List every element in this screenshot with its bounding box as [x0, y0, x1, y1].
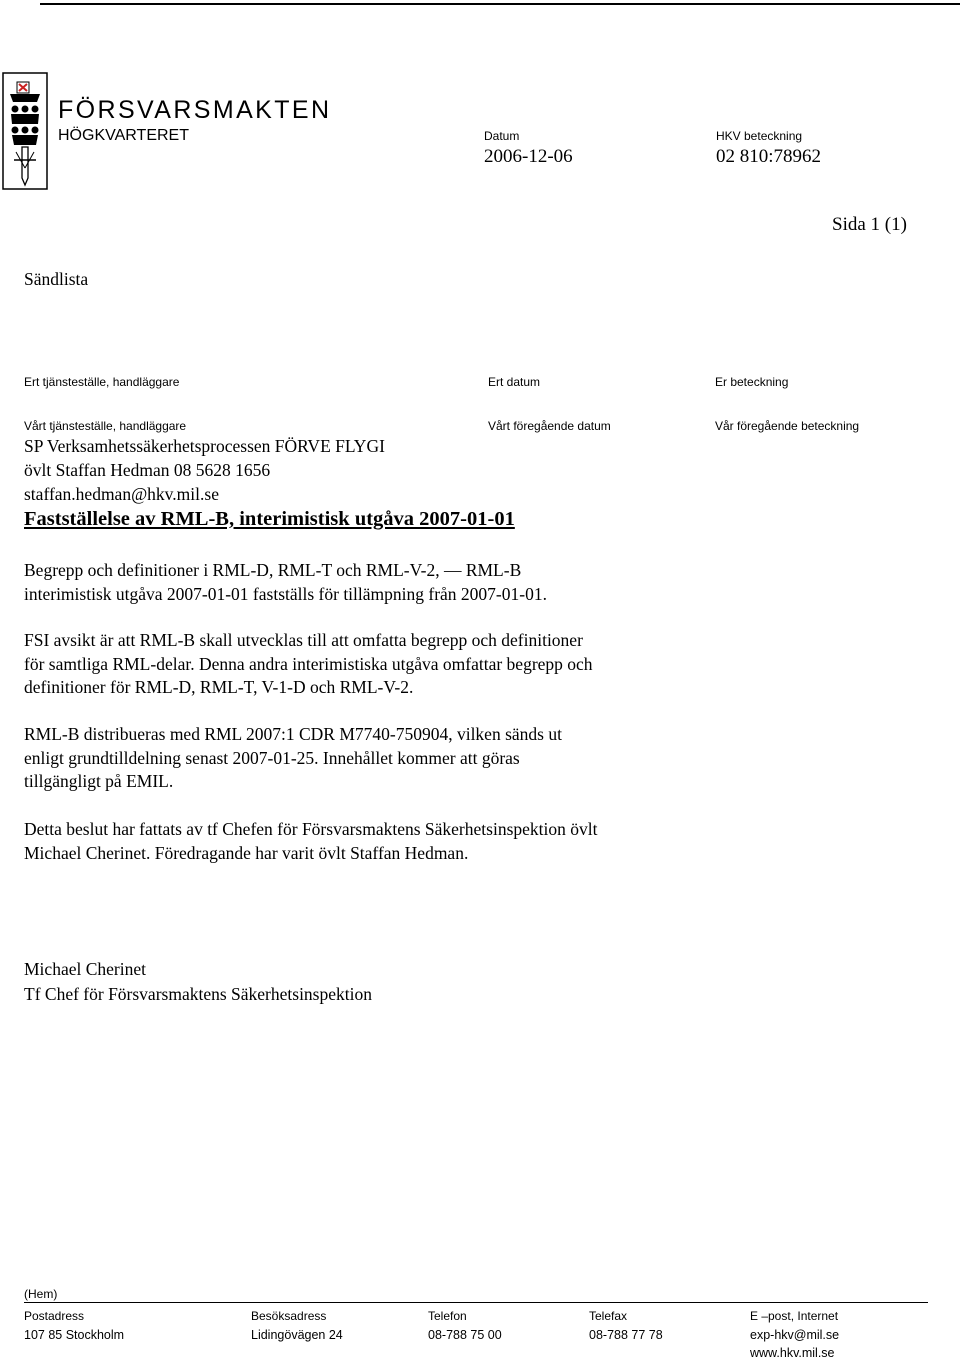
- footer-phone-label: Telefon: [428, 1309, 467, 1323]
- footer-visit-value: Lidingövägen 24: [251, 1328, 343, 1342]
- recipient: Sändlista: [24, 269, 89, 289]
- sender-line-2: övlt Staffan Hedman 08 5628 1656: [24, 460, 271, 480]
- sender-email: staffan.hedman@hkv.mil.se: [24, 484, 219, 504]
- your-office-label: Ert tjänsteställe, handläggare: [24, 375, 180, 389]
- organization-unit: HÖGKVARTERET: [58, 127, 189, 144]
- our-office-label: Vårt tjänsteställe, handläggare: [24, 419, 187, 433]
- organization-name: FÖRSVARSMAKTEN: [58, 96, 332, 124]
- footer-fax-value: 08-788 77 78: [589, 1328, 663, 1342]
- footer-hem-label: (Hem): [24, 1287, 58, 1301]
- footer-phone-value: 08-788 75 00: [428, 1328, 502, 1342]
- your-reference-label: Er beteckning: [715, 375, 789, 389]
- swedish-armed-forces-emblem-icon: [2, 72, 48, 190]
- body-paragraph-2: FSI avsikt är att RML-B skall utvecklas till att omfatta begrepp och definitioner för samtliga RML-delar. Denna andra interimistiska utgåva omfattar begrepp och definitioner för RML-D, RML-T, V-1-D och RML-V-2.: [24, 630, 593, 697]
- footer-fax-label: Telefax: [589, 1309, 628, 1323]
- our-previous-date-label: Vårt föregående datum: [488, 419, 611, 433]
- subject-heading: Fastställelse av RML-B, interimistisk utgåva 2007-01-01: [24, 508, 515, 530]
- date-label: Datum: [484, 129, 520, 143]
- body-paragraph-1: Begrepp och definitioner i RML-D, RML-T och RML-V-2, — RML-B interimistisk utgåva 2007-01-01 fastställs för tillämpning från 2007-01-01.: [24, 560, 547, 604]
- body-paragraph-4: Detta beslut har fattats av tf Chefen för Försvarsmaktens Säkerhetsinspektion övlt Michael Cherinet. Föredragande har varit övlt Staffan Hedman.: [24, 819, 598, 863]
- footer-email-label: E –post, Internet: [750, 1309, 839, 1323]
- footer-postal-value: 107 85 Stockholm: [24, 1328, 125, 1342]
- footer-email-value: exp-hkv@mil.se: [750, 1328, 840, 1342]
- top-rule: [40, 3, 960, 5]
- signature-title: Tf Chef för Försvarsmaktens Säkerhetsinspektion: [24, 984, 372, 1004]
- our-previous-reference-label: Vår föregående beteckning: [715, 419, 860, 433]
- footer-web-value: www.hkv.mil.se: [750, 1346, 835, 1360]
- page-indicator: Sida 1 (1): [832, 214, 907, 235]
- footer-visit-label: Besöksadress: [251, 1309, 327, 1323]
- footer-divider: [24, 1302, 928, 1303]
- body-paragraph-3: RML-B distribueras med RML 2007:1 CDR M7740-750904, vilken sänds ut enligt grundtilldelning senast 2007-01-25. Innehållet kommer att göras tillgängligt på EMIL.: [24, 724, 562, 791]
- date-value: 2006-12-06: [484, 146, 573, 167]
- hkv-reference-value: 02 810:78962: [716, 146, 822, 167]
- footer-postal-label: Postadress: [24, 1309, 85, 1323]
- sender-line-1: SP Verksamhetssäkerhetsprocessen FÖRVE FLYGI: [24, 436, 385, 456]
- signature-name: Michael Cherinet: [24, 959, 146, 979]
- hkv-reference-label: HKV beteckning: [716, 129, 803, 143]
- your-date-label: Ert datum: [488, 375, 541, 389]
